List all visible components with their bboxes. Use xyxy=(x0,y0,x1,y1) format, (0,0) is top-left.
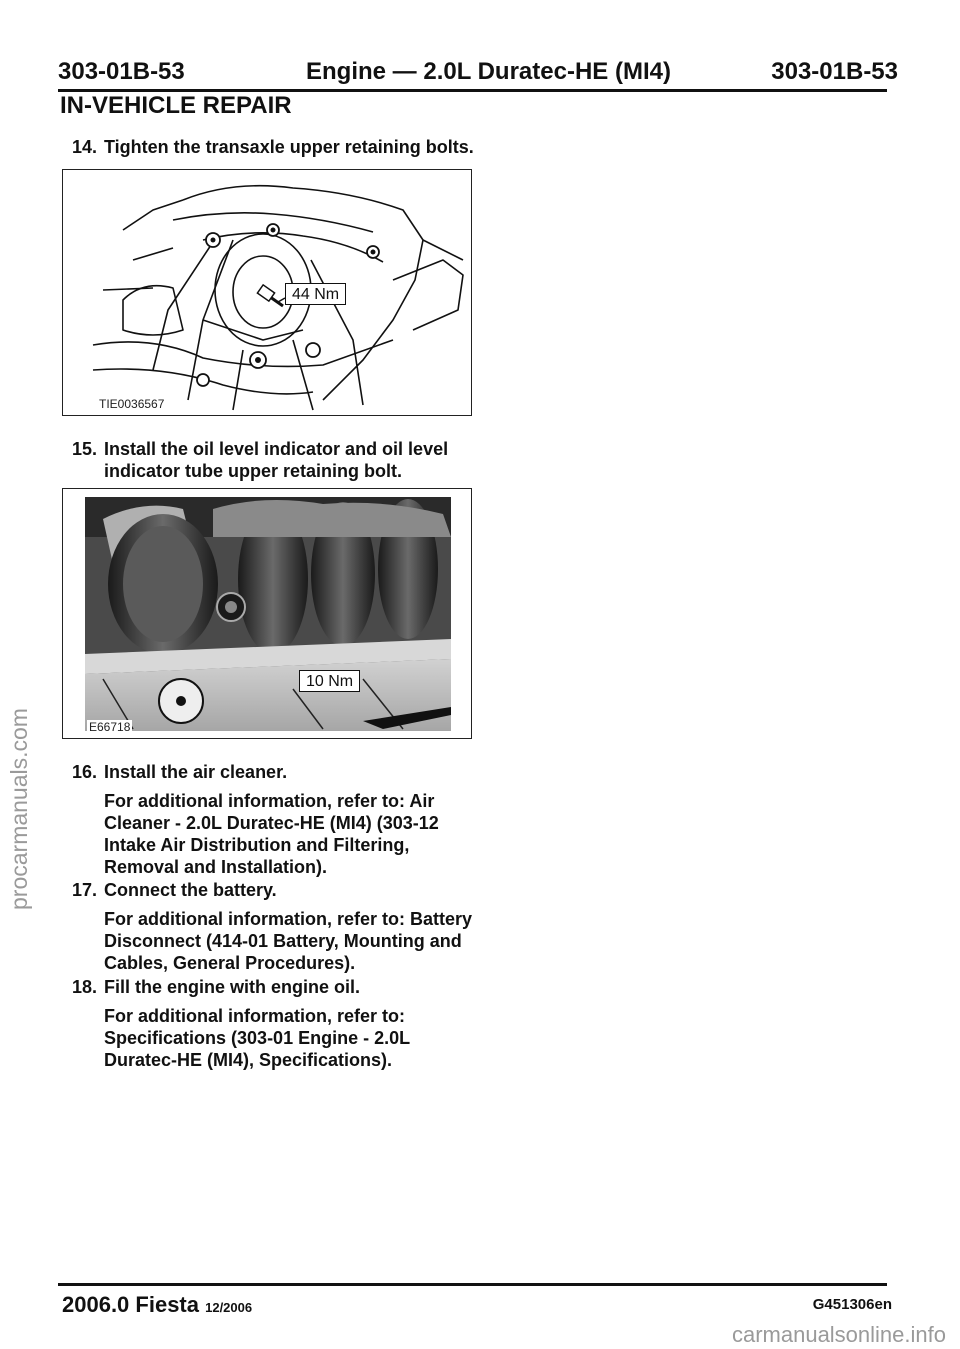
bottom-watermark: carmanualsonline.info xyxy=(731,1322,946,1347)
step-text: Install the oil level indicator and oil level indicator tube upper retaining bolt. xyxy=(104,439,449,481)
side-watermark: procarmanuals.com xyxy=(6,708,32,910)
step-text: Connect the battery. xyxy=(104,880,277,900)
publication-date: 12/2006 xyxy=(205,1300,253,1315)
step-number: 15. xyxy=(72,439,98,459)
chapter-title: Engine — 2.0L Duratec-HE (MI4) xyxy=(306,58,671,85)
step-number: 16. xyxy=(72,762,98,782)
step-number: 18. xyxy=(72,977,98,997)
step-15 xyxy=(72,438,492,482)
figure-transaxle-bolts xyxy=(62,169,472,416)
step-text: Fill the engine with engine oil. xyxy=(104,977,361,997)
engine-photo xyxy=(63,489,471,738)
figure-label: TIE0036567 xyxy=(99,397,165,411)
step-14 xyxy=(72,136,492,158)
torque-callout: 44 Nm xyxy=(285,283,346,305)
footer-model xyxy=(62,1292,252,1318)
torque-callout: 10 Nm xyxy=(299,670,360,692)
step-18 xyxy=(72,976,492,998)
page-number-left: 303-01B-53 xyxy=(58,58,185,85)
step-number: 14. xyxy=(72,137,98,157)
step-text: Tighten the transaxle upper retaining bolts. xyxy=(104,137,474,157)
step-text: Install the air cleaner. xyxy=(104,762,288,782)
footer-rule xyxy=(58,1283,887,1286)
step-number: 17. xyxy=(72,880,98,900)
section-title: IN-VEHICLE REPAIR xyxy=(60,92,292,119)
step-17 xyxy=(72,879,492,901)
figure-oil-level-indicator xyxy=(62,488,472,739)
model-name: 2006.0 Fiesta xyxy=(62,1292,199,1317)
document-code: G451306en xyxy=(812,1296,892,1313)
figure-label: E66718 xyxy=(89,720,131,734)
step-18-reference: For additional information, refer to: Specifications (303-01 Engine - 2.0L Duratec-HE (MI4), Specifications). xyxy=(104,1006,410,1070)
step-16-reference: For additional information, refer to: Air Cleaner - 2.0L Duratec-HE (MI4) (303-12 Intake Air Distribution and Filtering, Removal and Installation). xyxy=(104,791,439,877)
step-16 xyxy=(72,761,492,783)
page-number-right: 303-01B-53 xyxy=(771,58,898,85)
transaxle-illustration xyxy=(63,170,471,415)
step-17-reference: For additional information, refer to: Battery Disconnect (414-01 Battery, Mounting and Cables, General Procedures). xyxy=(104,909,473,973)
